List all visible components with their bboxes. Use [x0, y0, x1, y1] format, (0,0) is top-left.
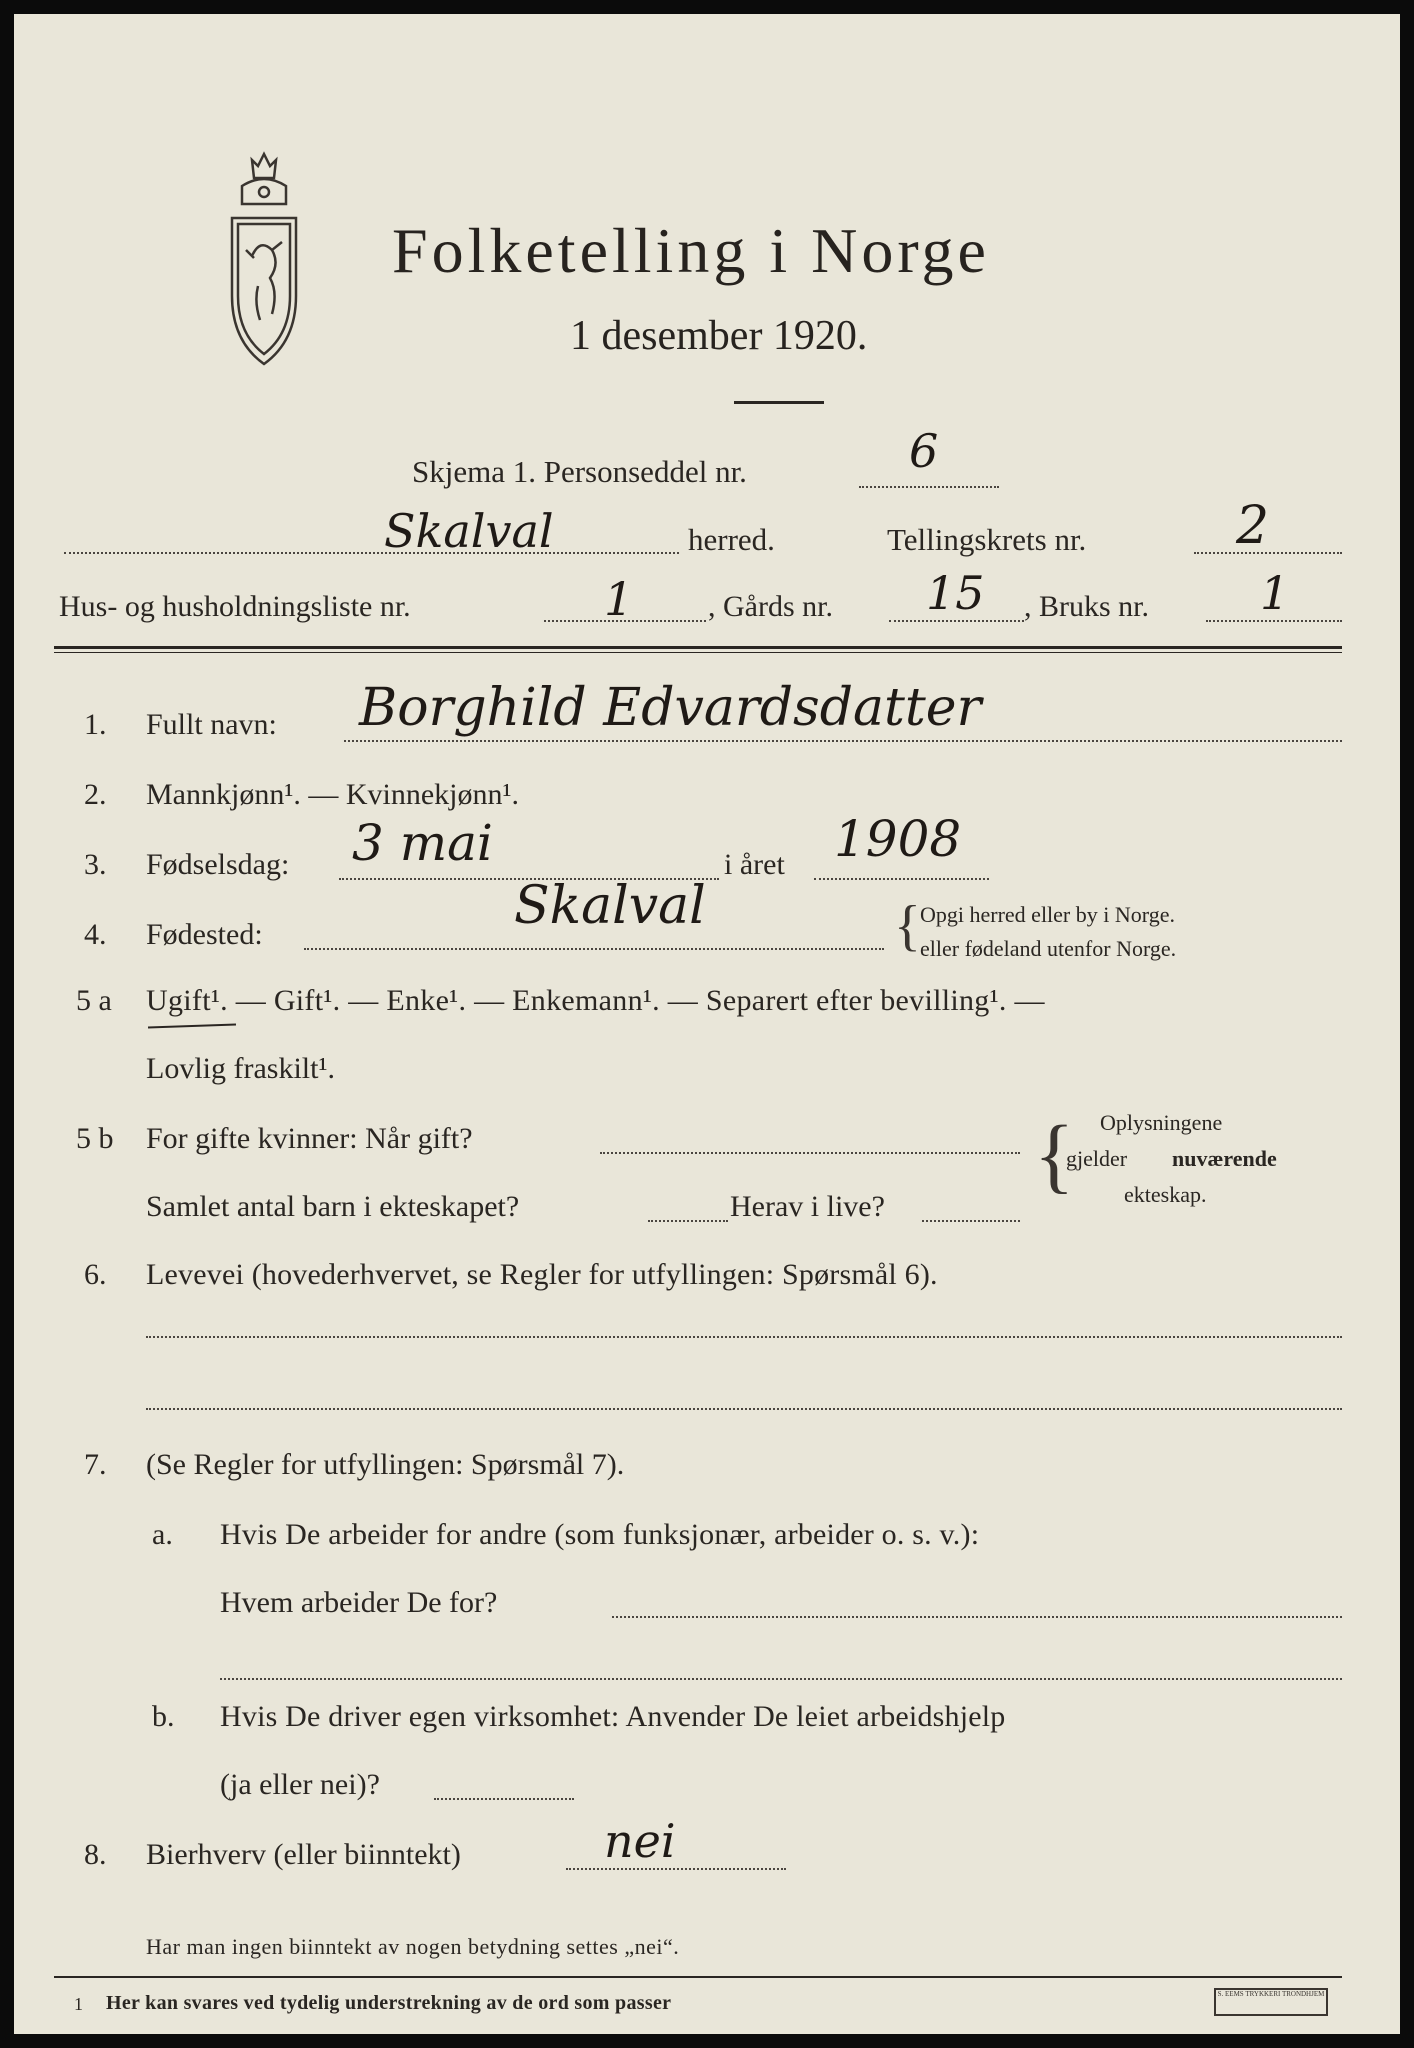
q5b-note-3: ekteskap.	[1124, 1182, 1207, 1207]
q5b-note-2a: gjelder	[1066, 1146, 1128, 1171]
q5b-number: 5 b	[76, 1122, 114, 1155]
bruks-label: , Bruks nr.	[1024, 590, 1150, 623]
q5b-brace: {	[1034, 1109, 1075, 1202]
q4-brace: {	[894, 895, 921, 957]
employer-line-2[interactable]	[220, 1678, 1342, 1680]
footnote-number: 1	[74, 1994, 83, 2014]
q1-number: 1.	[84, 708, 107, 741]
married-when-line	[600, 1152, 1020, 1154]
footnote-text: Her kan svares ved tydelig understrekning av de ord som passer	[106, 1992, 672, 2014]
alive-label: Herav i live?	[730, 1190, 885, 1223]
birthplace-value[interactable]: Skalval	[514, 876, 706, 936]
q5b-note-2b: nuværende	[1172, 1146, 1277, 1171]
herred-label: herred.	[688, 522, 775, 557]
q5a-number: 5 a	[76, 984, 112, 1017]
birthplace-line	[304, 948, 884, 950]
year-label: i året	[724, 848, 785, 881]
schema-nr-value[interactable]: 6	[909, 424, 939, 478]
employer-line[interactable]	[612, 1616, 1342, 1618]
husliste-value[interactable]: 1	[604, 572, 634, 626]
side-income-line	[566, 1868, 786, 1870]
q4-note-2: eller fødeland utenfor Norge.	[920, 936, 1177, 961]
gards-value[interactable]: 15	[926, 566, 985, 620]
q7a-letter: a.	[152, 1518, 173, 1551]
q8-number: 8.	[84, 1838, 107, 1871]
q4-label: Fødested:	[146, 918, 263, 951]
q5b-note-1: Oplysningene	[1100, 1110, 1223, 1135]
q7b-letter: b.	[152, 1700, 175, 1733]
hired-help-line[interactable]	[434, 1798, 574, 1800]
q3-label: Fødselsdag:	[146, 848, 290, 881]
footer-note: Har man ingen biinntekt av nogen betydning settes „nei“.	[146, 1934, 680, 1959]
tellingskrets-value[interactable]: 2	[1236, 496, 1270, 556]
q7-text: (Se Regler for utfyllingen: Spørsmål 7).	[146, 1448, 625, 1481]
herred-value[interactable]: Skalval	[384, 504, 554, 558]
q1-label: Fullt navn:	[146, 708, 277, 741]
q6-number: 6.	[84, 1258, 107, 1291]
header-rule-top	[54, 646, 1342, 649]
q6-text: Levevei (hovederhvervet, se Regler for utfyllingen: Spørsmål 6).	[146, 1258, 938, 1291]
gards-line	[889, 620, 1024, 622]
header-rule-bottom	[54, 652, 1342, 653]
title-divider	[734, 401, 824, 404]
husliste-label: Hus- og husholdningsliste nr.	[59, 590, 411, 623]
q7-number: 7.	[84, 1448, 107, 1481]
children-line	[648, 1220, 728, 1222]
q7b-line-2: (ja eller nei)?	[220, 1768, 380, 1801]
printer-stamp: S. EEMS TRYKKERI TRONDHJEM	[1214, 1988, 1328, 2016]
married-when-label: For gifte kvinner: Når gift?	[146, 1122, 473, 1155]
q8-label: Bierhverv (eller biinntekt)	[146, 1838, 461, 1871]
ugift-underline	[148, 1023, 236, 1028]
side-income-value[interactable]: nei	[604, 1814, 676, 1868]
gender-options[interactable]: Mannkjønn¹. — Kvinnekjønn¹.	[146, 778, 519, 811]
q4-number: 4.	[84, 918, 107, 951]
census-form	[14, 14, 1400, 2034]
occupation-line-1[interactable]	[146, 1336, 1342, 1338]
schema-label: Skjema 1. Personseddel nr.	[412, 454, 747, 489]
tellingskrets-label: Tellingskrets nr.	[887, 522, 1087, 557]
coat-of-arms-icon	[214, 146, 314, 376]
q2-number: 2.	[84, 778, 107, 811]
alive-line	[922, 1220, 1020, 1222]
civil-status-options[interactable]: Ugift¹. — Gift¹. — Enke¹. — Enkemann¹. — Separert efter bevilling¹. —	[146, 984, 1045, 1017]
gards-label: , Gårds nr.	[708, 590, 833, 623]
q7a-line-1: Hvis De arbeider for andre (som funksjonær, arbeider o. s. v.):	[220, 1518, 980, 1551]
schema-nr-line	[859, 486, 999, 488]
children-label: Samlet antal barn i ekteskapet?	[146, 1190, 520, 1223]
birth-year-value[interactable]: 1908	[834, 810, 962, 868]
q1-line	[344, 740, 1342, 742]
civil-status-options-2[interactable]: Lovlig fraskilt¹.	[146, 1052, 335, 1085]
occupation-line-2[interactable]	[146, 1408, 1342, 1410]
q3-number: 3.	[84, 848, 107, 881]
full-name-value[interactable]: Borghild Edvardsdatter	[359, 678, 982, 738]
q4-note-1: Opgi herred eller by i Norge.	[920, 902, 1175, 927]
q7a-line-2: Hvem arbeider De for?	[220, 1586, 498, 1619]
bruks-line	[1206, 620, 1342, 622]
footer-rule	[54, 1976, 1342, 1978]
herred-line	[64, 552, 679, 554]
year-line	[814, 878, 989, 880]
bruks-value[interactable]: 1	[1260, 566, 1290, 620]
census-date: 1 desember 1920.	[570, 313, 868, 359]
form-title: Folketelling i Norge	[392, 215, 990, 286]
birthday-value[interactable]: 3 mai	[352, 814, 493, 872]
q7b-line-1: Hvis De driver egen virksomhet: Anvender De leiet arbeidshjelp	[220, 1700, 1006, 1733]
